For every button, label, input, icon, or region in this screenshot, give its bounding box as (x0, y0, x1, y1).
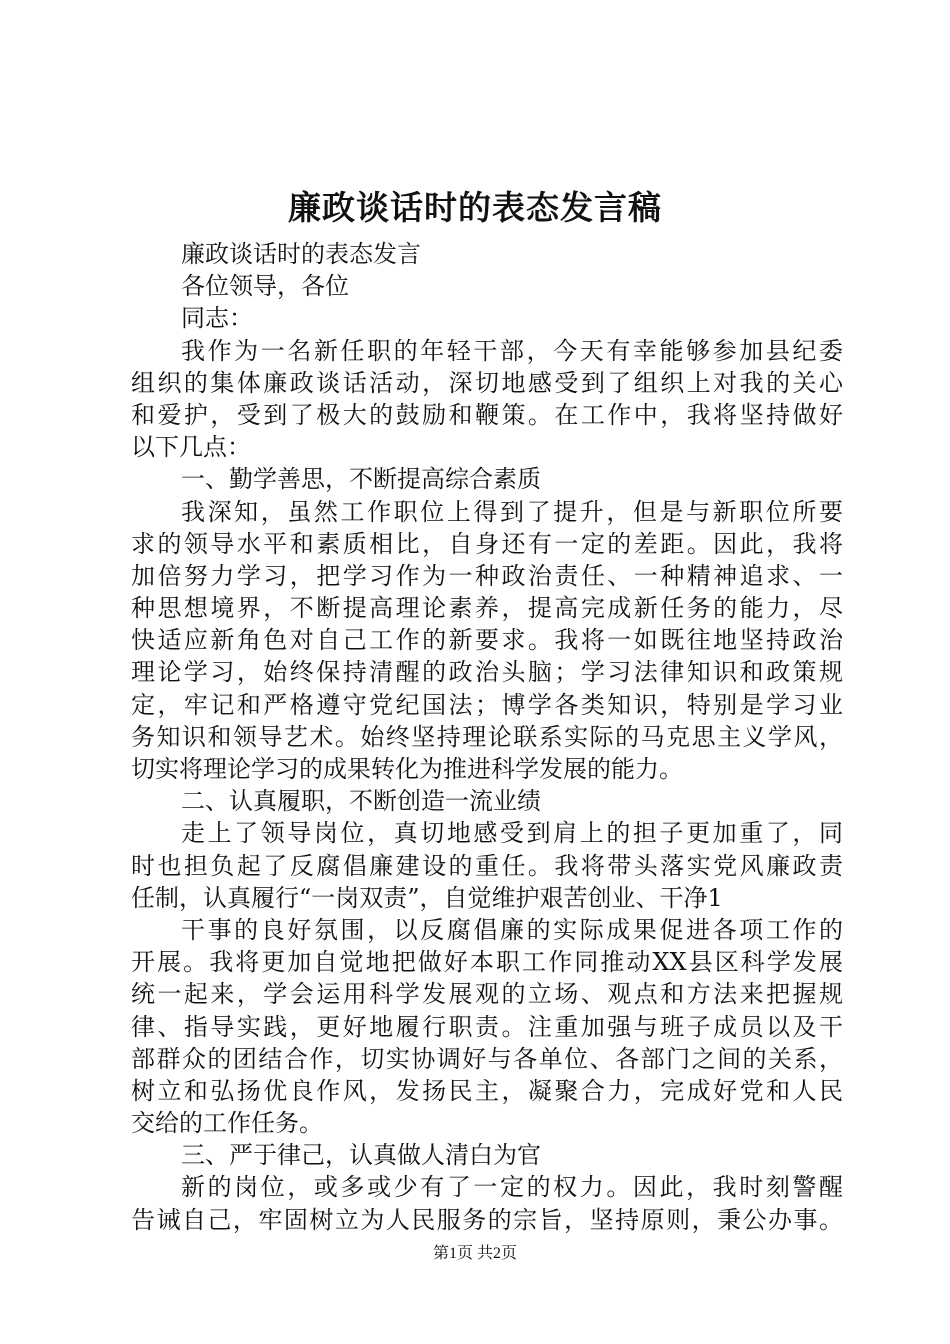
document-title: 廉政谈话时的表态发言稿 (288, 188, 662, 227)
text-line: 统一起来，学会运用科学发展观的立场、观点和方法来把握规 (131, 980, 843, 1009)
text-line: 任制，认真履行“一岗双责”，自觉维护艰苦创业、干净1 (131, 883, 723, 912)
text-line: 加倍努力学习，把学习作为一种政治责任、一种精神追求、一 (131, 561, 843, 590)
text-line: 以下几点： (131, 433, 251, 462)
section-heading: 一、勤学善思，不断提高综合素质 (181, 465, 541, 494)
text-line: 切实将理论学习的成果转化为推进科学发展的能力。 (131, 755, 683, 783)
text-line: 走上了领导岗位，真切地感受到肩上的担子更加重了，同 (181, 819, 843, 848)
text-line: 我作为一名新任职的年轻干部，今天有幸能够参加县纪委 (181, 336, 843, 365)
page-footer: 第1页 共2页 (432, 1245, 517, 1262)
text-line: 告诫自己，牢固树立为人民服务的宗旨，坚持原则，秉公办事。 (131, 1205, 843, 1234)
text-line: 同志： (181, 304, 253, 333)
text-line: 时也担负起了反腐倡廉建设的重任。我将带头落实党风廉政责 (131, 851, 843, 880)
text-line: 求的领导水平和素质相比，自身还有一定的差距。因此，我将 (131, 529, 843, 558)
section-heading: 三、严于律己，认真做人清白为官 (181, 1141, 541, 1170)
text-line: 理论学习，始终保持清醒的政治头脑；学习法律知识和政策规 (131, 658, 843, 687)
text-line: 我深知，虽然工作职位上得到了提升，但是与新职位所要 (181, 497, 843, 526)
text-line: 廉政谈话时的表态发言 (181, 240, 421, 268)
document-body (131, 238, 843, 1236)
text-line: 快适应新角色对自己工作的新要求。我将一如既往地坚持政治 (131, 626, 843, 655)
text-line: 树立和弘扬优良作风，发扬民主，凝聚合力，完成好党和人民 (131, 1076, 843, 1105)
text-line: 各位领导，各位 (181, 272, 349, 301)
text-line: 干事的良好氛围，以反腐倡廉的实际成果促进各项工作的 (181, 915, 843, 944)
text-line: 新的岗位，或多或少有了一定的权力。因此，我时刻警醒 (181, 1173, 843, 1202)
section-heading: 二、认真履职，不断创造一流业绩 (181, 787, 541, 816)
text-line: 交给的工作任务。 (131, 1109, 323, 1138)
text-line: 组织的集体廉政谈话活动，深切地感受到了组织上对我的关心 (131, 368, 843, 397)
text-line: 定，牢记和严格遵守党纪国法；博学各类知识，特别是学习业 (131, 690, 843, 719)
text-line: 部群众的团结合作，切实协调好与各单位、各部门之间的关系， (131, 1044, 843, 1073)
text-line: 种思想境界，不断提高理论素养，提高完成新任务的能力，尽 (131, 594, 843, 623)
text-line: 和爱护，受到了极大的鼓励和鞭策。在工作中，我将坚持做好 (131, 400, 843, 429)
text-line: 开展。我将更加自觉地把做好本职工作同推动XX县区科学发展 (131, 948, 843, 977)
text-line: 务知识和领导艺术。始终坚持理论联系实际的马克思主义学风， (131, 722, 843, 751)
text-line: 律、指导实践，更好地履行职责。注重加强与班子成员以及干 (131, 1012, 843, 1041)
